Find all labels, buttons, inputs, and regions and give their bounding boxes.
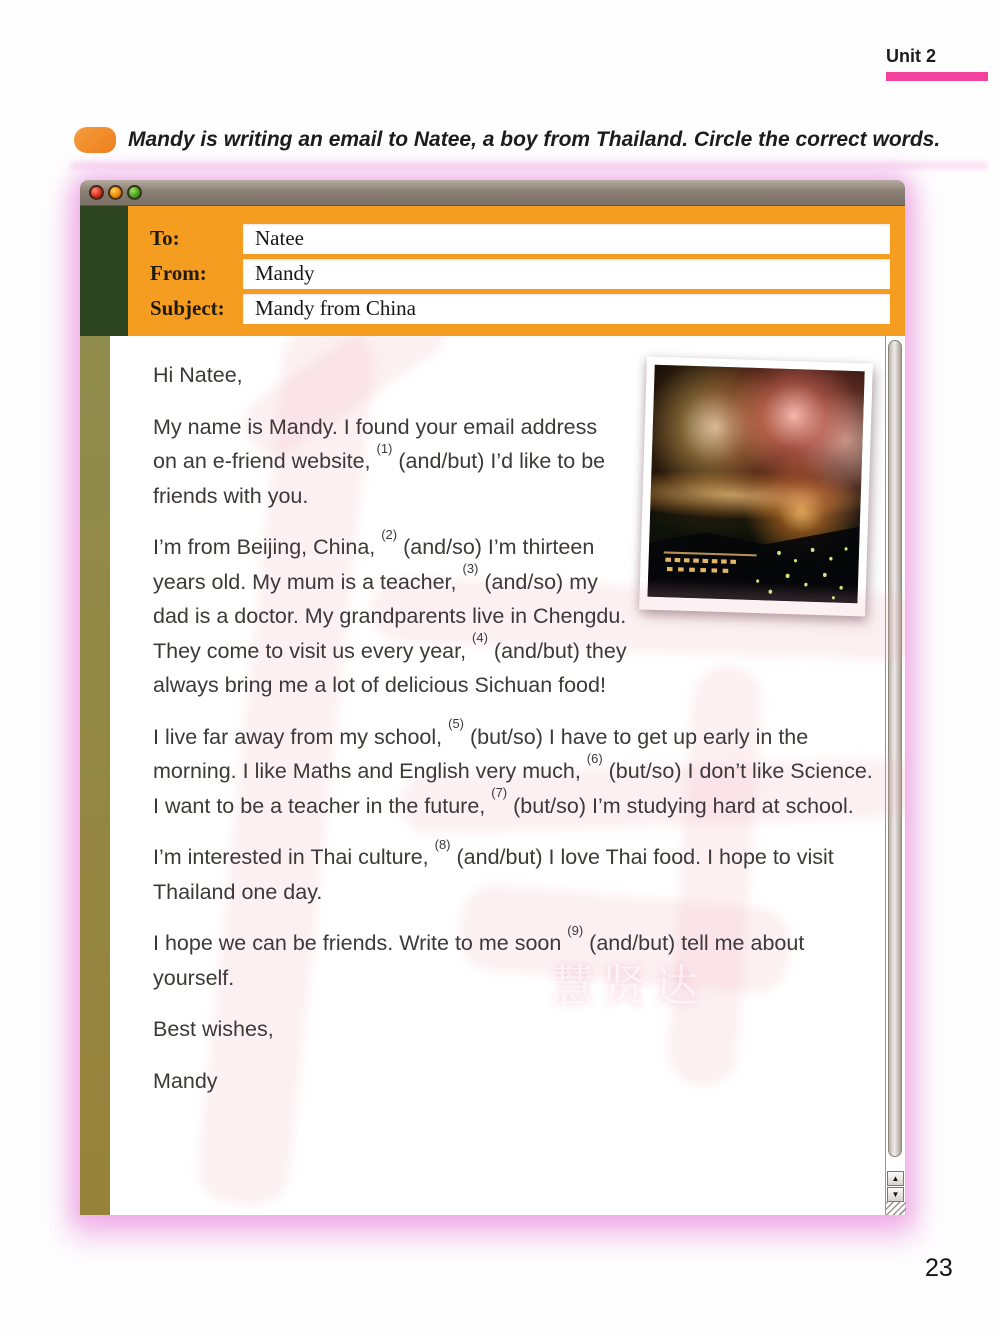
from-label: From:: [150, 261, 207, 285]
choice-number: (5): [448, 716, 465, 732]
arrow-down-icon: ▼: [891, 1189, 900, 1199]
email-message: [110, 336, 885, 1215]
email-header: [80, 206, 905, 336]
to-row: [150, 223, 890, 254]
unit-label: Unit 2: [886, 46, 937, 66]
subject-row: [150, 293, 890, 324]
scrollbar[interactable]: [885, 336, 905, 1215]
unit-underline-bar: [886, 72, 988, 81]
arrow-up-icon: ▲: [891, 1173, 900, 1183]
to-field[interactable]: [243, 224, 890, 254]
from-field[interactable]: [243, 259, 890, 289]
email-window: [80, 180, 905, 1215]
to-value: Natee: [255, 226, 304, 250]
subject-field[interactable]: [243, 294, 890, 324]
email-paragraph: Hi Natee,: [153, 363, 243, 387]
scrollbar-thumb[interactable]: [888, 340, 902, 1157]
choice-number: (4): [472, 630, 488, 646]
choice-number: (8): [434, 836, 451, 852]
email-paragraph: I hope we can be friends. Write to me soon $^{(9)}$ (and/but) tell me about yourself.: [153, 922, 805, 990]
choice-number: (1): [376, 440, 393, 456]
to-label: To:: [150, 226, 180, 250]
email-paragraph: My name is Mandy. I found your email address on an e-friend website, $^{(1)}$ (and/but) I’d like to be friends with you.: [153, 414, 606, 508]
subject-value: Mandy from China: [255, 296, 416, 320]
subject-label: Subject:: [150, 296, 225, 320]
from-row: [150, 258, 890, 289]
watermark-text: 慧贤达: [550, 961, 706, 1012]
zoom-button[interactable]: [127, 185, 142, 200]
email-paragraphs: [153, 358, 873, 1098]
minimize-button[interactable]: [108, 185, 123, 200]
instruction-row: [74, 127, 954, 153]
page-number: 23: [925, 1254, 953, 1282]
scroll-down-button[interactable]: [887, 1187, 904, 1202]
choice-number: (3): [462, 561, 479, 577]
window-titlebar[interactable]: [80, 180, 905, 206]
email-body-area: [80, 336, 905, 1215]
email-paragraph: I’m from Beijing, China, $^{(2)}$ (and/so) I’m thirteen years old. My mum is a teacher, $^{(3)}$ (and/so) my dad is a doctor. My grandparents live in Chengdu. They come to visit us every year, $^{(4)}$ (and/but) they always bring me a lot of delicious Sichuan food!: [153, 526, 627, 697]
instruction-text: Mandy is writing an email to Natee, a boy from Thailand. Circle the correct words.: [128, 128, 941, 151]
email-paragraph: Mandy: [153, 1068, 218, 1093]
resize-grip-icon[interactable]: [886, 1202, 906, 1215]
choice-number: (2): [381, 526, 398, 542]
instruction-bullet-icon: [74, 127, 116, 153]
scroll-up-button[interactable]: [887, 1171, 904, 1186]
from-value: Mandy: [255, 261, 315, 285]
body-left-strip: [80, 336, 110, 1215]
choice-number: (9): [567, 922, 584, 938]
header-green-block: [80, 206, 128, 336]
pink-highlight-streak: [70, 162, 988, 169]
choice-number: (6): [586, 750, 603, 766]
email-paragraph: I live far away from my school, $^{(5)}$ (but/so) I have to get up early in the morning. I like Maths and English very much, $^{(6)}$ (but/so) I don’t like Science. I want to be a teacher in the future, $^{(7)}$ (but/so) I’m studying hard at school.: [153, 716, 873, 818]
email-paragraph: I’m interested in Thai culture, $^{(8)}$ (and/but) I love Thai food. I hope to visit Thailand one day.: [153, 836, 834, 904]
email-paragraph: Best wishes,: [153, 1017, 274, 1041]
choice-number: (7): [491, 785, 508, 801]
close-button[interactable]: [89, 185, 104, 200]
